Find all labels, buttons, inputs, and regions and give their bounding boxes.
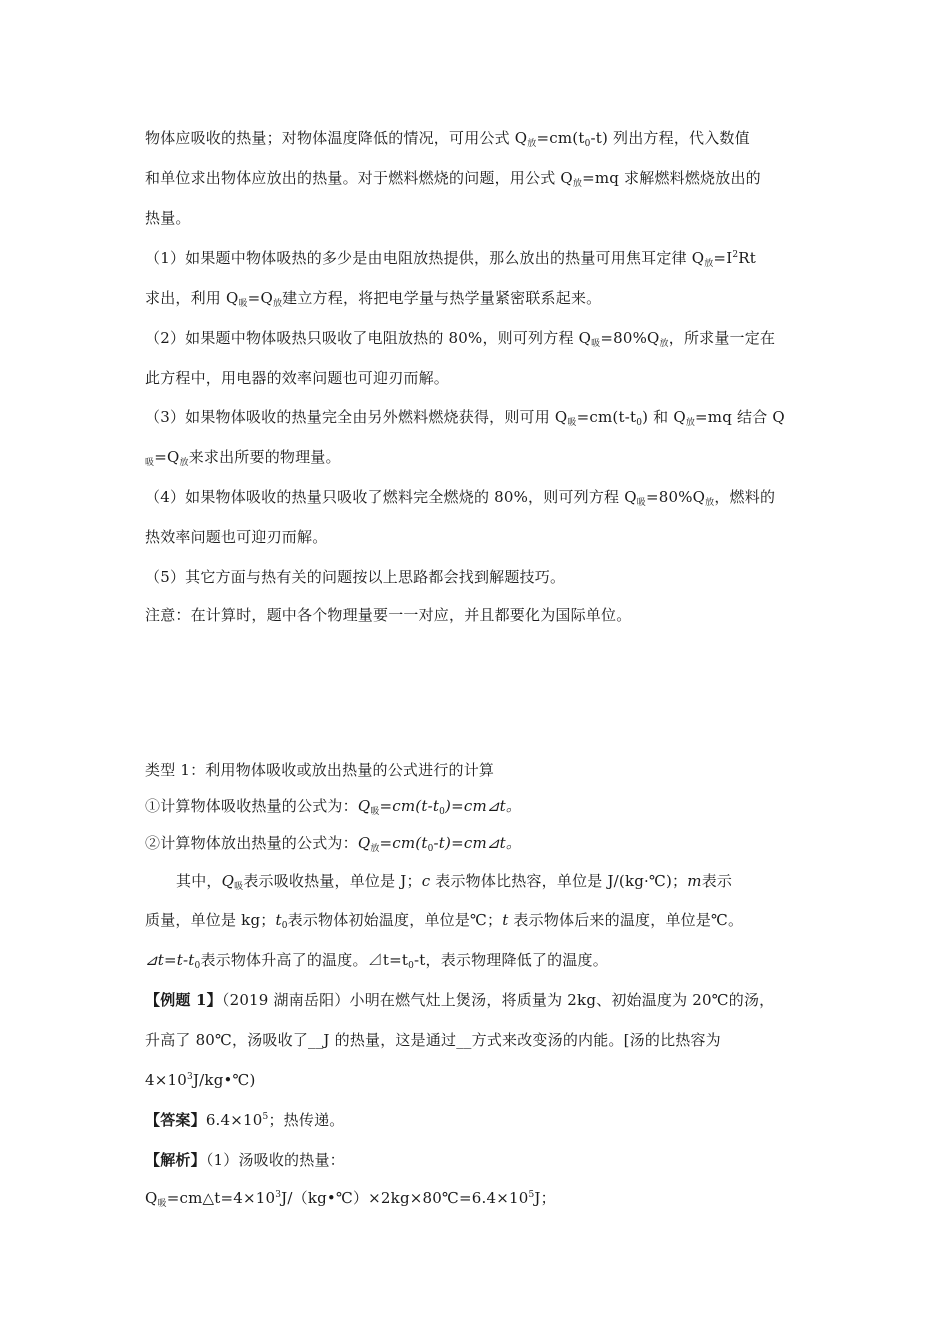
- text-line: 物体应吸收的热量；对物体温度降低的情况，可用公式 $Q_放=cm(t_0-t)$ 列出方程，代入数值: [145, 129, 750, 149]
- text-line: 热效率问题也可迎刃而解。: [145, 528, 328, 546]
- text-line: （5）其它方面与热有关的问题按以上思路都会找到解题技巧。: [145, 568, 566, 586]
- text-line: （4）如果物体吸收的热量只吸收了燃料完全燃烧的 80%，则可列方程 $Q_吸=80\%Q_放$，燃料的: [145, 488, 776, 508]
- analysis-line: 【解析】（1）汤吸收的热量：: [145, 1151, 345, 1169]
- answer-line: 【答案】$6.4\times 10^5$；热传递。: [145, 1111, 345, 1129]
- example-line: $4\times 10^3J/kg•℃$): [145, 1071, 256, 1089]
- text-line: 热量。: [145, 209, 191, 227]
- explain-line: 其中，$Q_吸$表示吸收热量，单位是 J；c 表示物体比热容，单位是 J/(kg·℃)；m表示: [176, 872, 733, 892]
- type-title: 类型 1：利用物体吸收或放出热量的公式进行的计算: [145, 761, 495, 779]
- explain-line: $⊿t=t-t_0$表示物体升高了的温度。$⊿t=t_0-t$，表示物理降低了的温度。: [145, 951, 608, 971]
- note-line: 注意：在计算时，题中各个物理量要一一对应，并且都要化为国际单位。: [145, 606, 632, 624]
- text-line: 求出，利用 $Q_吸=Q_放$建立方程，将把电学量与热学量紧密联系起来。: [145, 289, 602, 309]
- text-line: $_吸=Q_放$来求出所要的物理量。: [145, 448, 341, 468]
- explain-line: 质量，单位是 kg；$t_0$表示物体初始温度，单位是℃；t 表示物体后来的温度，单位是℃。: [145, 911, 744, 931]
- example-line: 【例题 1】（2019 湖南岳阳）小明在燃气灶上煲汤，将质量为 2kg、初始温度为 20℃的汤，: [145, 991, 775, 1009]
- formula-absorb: ①计算物体吸收热量的公式为：$Q_吸=cm(t-t_0)=cm⊿t$。: [145, 797, 522, 817]
- analysis-line: $Q_吸=cm\triangle t=4\times 10^3J/(kg•℃)\times 2kg\times 80℃=6.4\times 10^5J$；: [145, 1189, 556, 1209]
- formula-release: ②计算物体放出热量的公式为：$Q_放=cm(t_0-t)=cm⊿t$。: [145, 834, 522, 854]
- text-line: 此方程中，用电器的效率问题也可迎刃而解。: [145, 369, 450, 387]
- text-line: （3）如果物体吸收的热量完全由另外燃料燃烧获得，则可用 $Q_吸=cm(t-t_0)$ 和 $Q_放=mq$ 结合 Q: [145, 408, 785, 428]
- example-line: 升高了 80℃，汤吸收了__J 的热量，这是通过__方式来改变汤的内能。[汤的比热容为: [145, 1031, 721, 1049]
- text-line: （1）如果题中物体吸热的多少是由电阻放热提供，那么放出的热量可用焦耳定律 $Q_放=I^2Rt$: [145, 249, 756, 269]
- text-line: 和单位求出物体应放出的热量。对于燃料燃烧的问题，用公式 $Q_放=mq$ 求解燃料燃烧放出的: [145, 169, 761, 189]
- text-line: （2）如果题中物体吸热只吸收了电阻放热的 80%，则可列方程 $Q_吸=80\%Q_放$，所求量一定在: [145, 329, 776, 349]
